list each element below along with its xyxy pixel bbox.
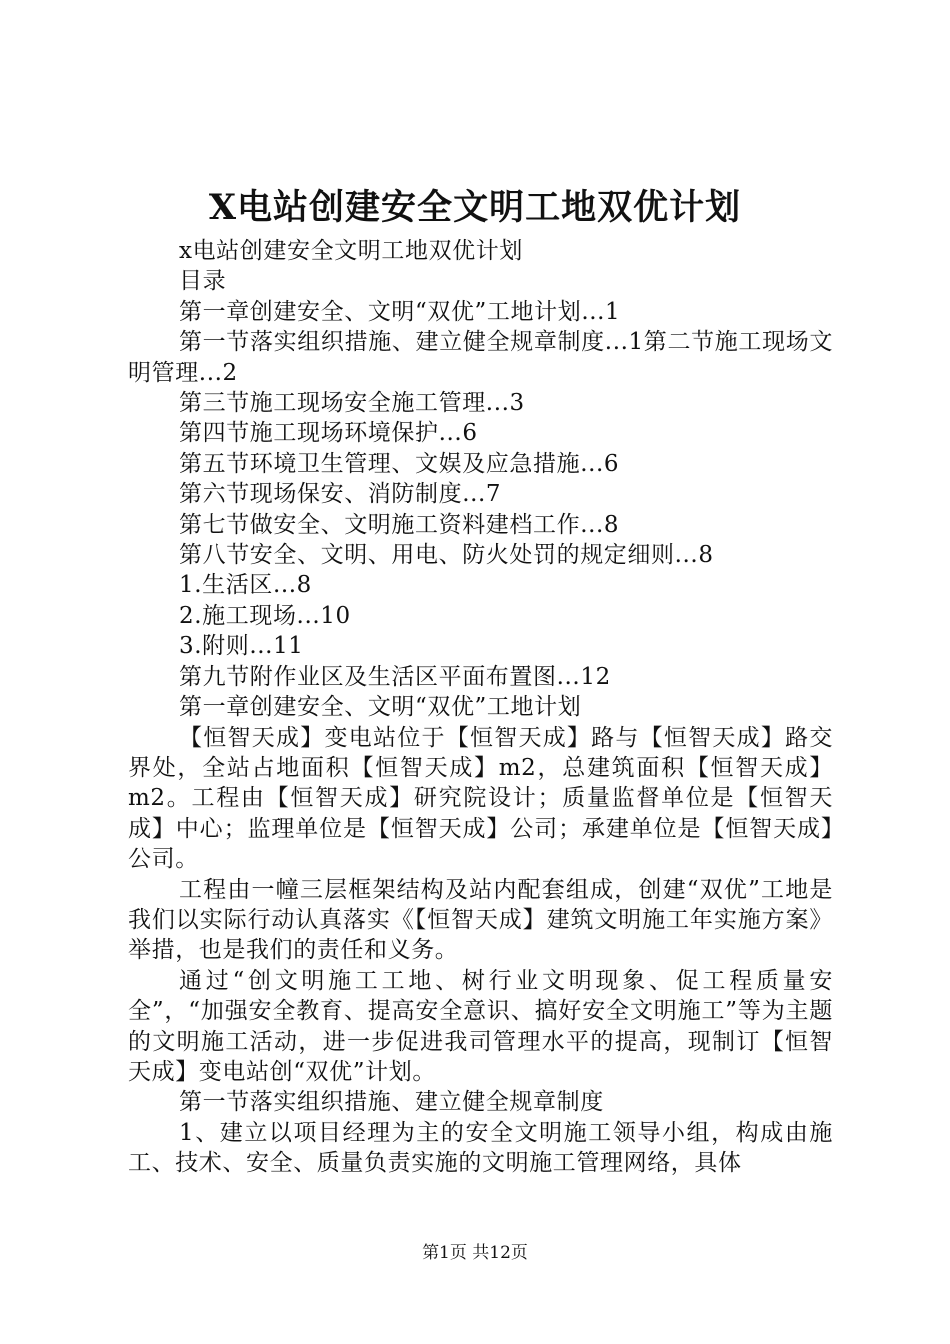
document-paragraph: 第一章创建安全、文明“双优”工地计划	[179, 694, 582, 721]
document-body	[128, 236, 833, 1179]
page-footer: 第1页 共12页	[422, 1243, 528, 1263]
document-paragraph: 目录	[179, 268, 227, 295]
document-paragraph: 第六节现场保安、消防制度...7	[179, 481, 502, 508]
document-paragraph: x电站创建安全文明工地双优计划	[179, 238, 523, 264]
document-title: X电站创建安全文明工地双优计划	[208, 187, 742, 228]
document-paragraph: 第一章创建安全、文明“双优”工地计划...1	[179, 298, 621, 325]
document-paragraph: 第五节环境卫生管理、文娱及应急措施...6	[179, 450, 620, 477]
document-paragraph: 第九节附作业区及生活区平面布置图...12	[179, 663, 611, 690]
document-paragraph: 第八节安全、文明、用电、防火处罚的规定细则...8	[179, 542, 714, 569]
document-paragraph: 第七节做安全、文明施工资料建档工作...8	[179, 511, 620, 538]
document-paragraph: 2.施工现场...10	[179, 602, 351, 629]
document-paragraph: 第四节施工现场环境保护...6	[179, 420, 478, 447]
document-paragraph: 通过“创文明施工工地、树行业文明现象、促工程质量安全”，“加强安全教育、提高安全意识、搞好安全文明施工”等为主题的文明施工活动，进一步促进我司管理水平的提高，现制订【恒智天成】变电站创“双优”计划。	[128, 967, 833, 1085]
document-paragraph: 第三节施工现场安全施工管理...3	[179, 390, 525, 417]
document-paragraph: 3.附则...11	[179, 633, 304, 660]
document-paragraph: 【恒智天成】变电站位于【恒智天成】路与【恒智天成】路交界处，全站占地面积【恒智天成】m2，总建筑面积【恒智天成】m2。工程由【恒智天成】研究院设计；质量监督单位是【恒智天成】中心；监理单位是【恒智天成】公司；承建单位是【恒智天成】公司。	[128, 724, 833, 873]
document-paragraph: 1.生活区...8	[179, 572, 312, 599]
document-paragraph: 工程由一幢三层框架结构及站内配套组成，创建“双优”工地是我们以实际行动认真落实《【恒智天成】建筑文明施工年实施方案》举措，也是我们的责任和义务。	[128, 876, 833, 964]
document-paragraph: 第一节落实组织措施、建立健全规章制度...1第二节施工现场文明管理...2	[128, 329, 833, 386]
document-paragraph: 第一节落实组织措施、建立健全规章制度	[179, 1089, 604, 1116]
document-paragraph: 1、建立以项目经理为主的安全文明施工领导小组，构成由施工、技术、安全、质量负责实施的文明施工管理网络，具体	[128, 1119, 833, 1177]
